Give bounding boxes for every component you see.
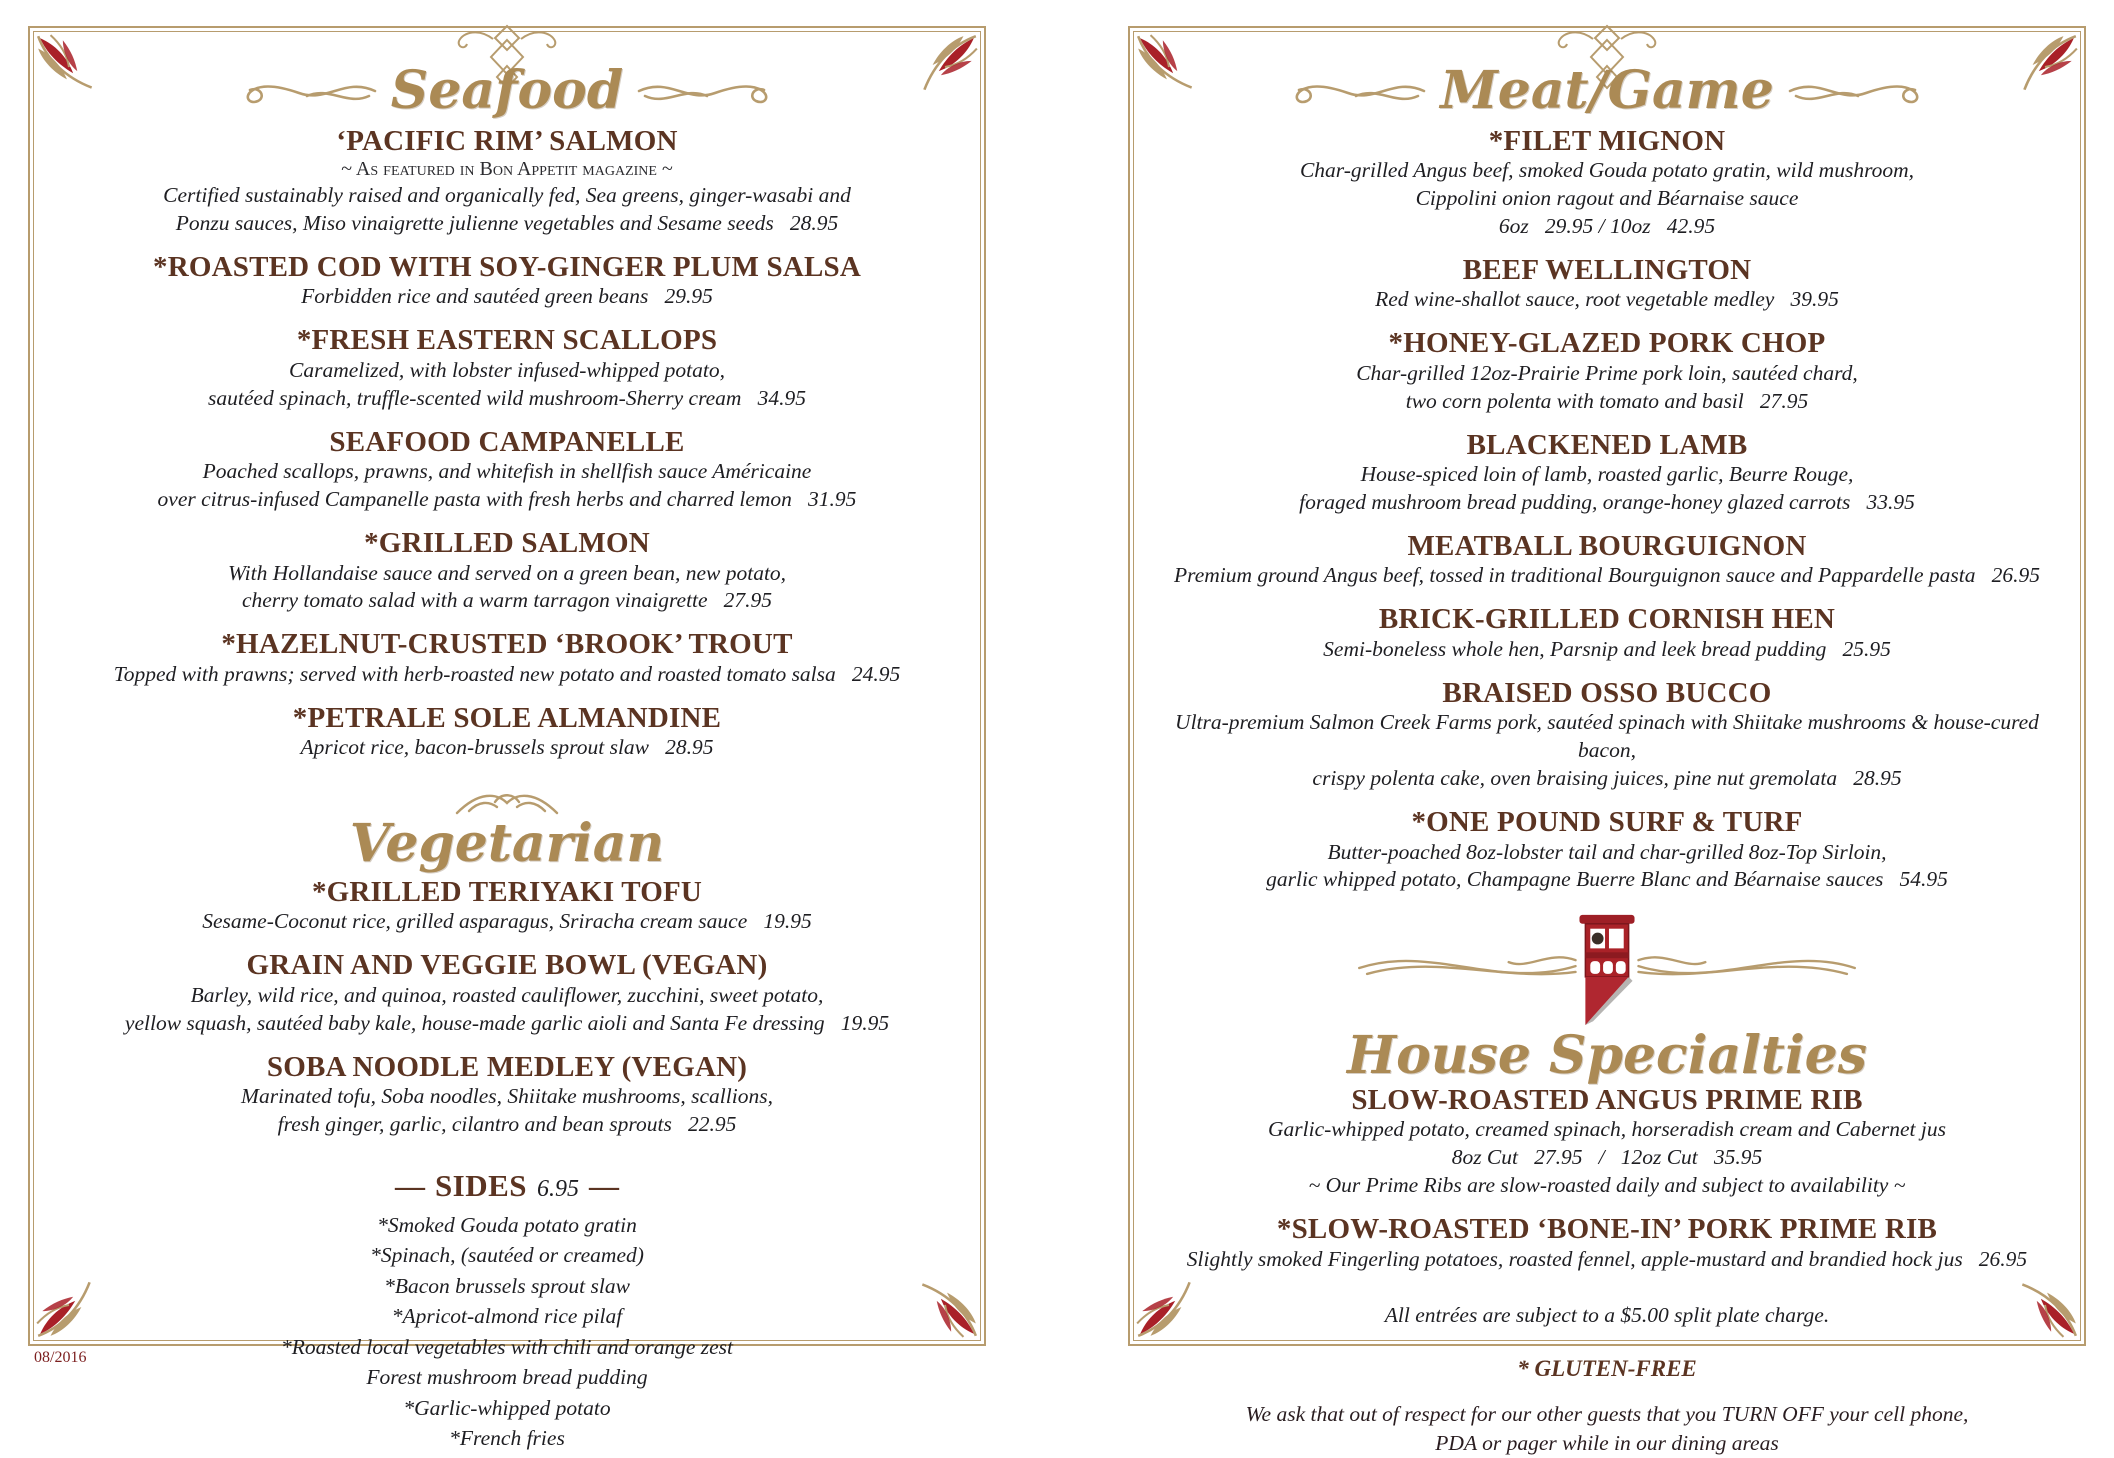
dish-name: *GRILLED TERIYAKI TOFU — [311, 875, 703, 908]
dish-desc-line: Poached scallops, prawns, and whitefish in shellfish sauce Américaine — [202, 459, 812, 484]
dish-subtitle: ~ As featured in Bon Appetit magazine ~ — [341, 158, 673, 181]
dish-desc-line: over citrus-infused Campanelle pasta with fresh herbs and charred lemon 31.95 — [157, 487, 857, 512]
dish-desc-line: Premium ground Angus beef, tossed in traditional Bourguignon sauce and Pappardelle pasta 26.95 — [1174, 563, 2040, 588]
menu-item — [1375, 254, 1839, 314]
menu-item — [153, 251, 861, 311]
dish-desc-line: cherry tomato salad with a warm tarragon vinaigrette 27.95 — [241, 588, 773, 613]
section-heading-house-specialties — [1346, 911, 1868, 1087]
menu-item — [1187, 1213, 2027, 1273]
dish-name: SOBA NOODLE MEDLEY (VEGAN) — [266, 1050, 748, 1083]
menu-page-left — [28, 26, 986, 1451]
dish-desc-line: Butter-poached 8oz-lobster tail and char-grilled 8oz-Top Sirloin, — [1327, 839, 1887, 864]
menu-item — [1356, 327, 1858, 415]
menu-item — [228, 527, 786, 615]
section-title: Seafood — [390, 60, 624, 121]
menu-item — [208, 324, 806, 412]
dish-name: MEATBALL BOURGUIGNON — [1407, 529, 1807, 562]
dish-desc-line: two corn polenta with tomato and basil 27.95 — [1405, 388, 1809, 413]
sides-dash: — — [589, 1169, 620, 1203]
dish-desc-line: Cippolini onion ragout and Béarnaise sauce — [1415, 186, 1799, 210]
dish-name: BRAISED OSSO BUCCO — [1442, 676, 1772, 709]
gluten-free-note: * GLUTEN-FREE — [1517, 1355, 1697, 1381]
dish-desc-line: Slightly smoked Fingerling potatoes, roasted fennel, apple-mustard and brandied hock jus 26.95 — [1186, 1246, 2028, 1271]
menu-item — [1268, 1084, 1946, 1200]
menu-item — [125, 949, 889, 1037]
side-item: *Apricot-almond rice pilaf — [391, 1304, 623, 1329]
sides-heading — [395, 1168, 619, 1204]
dish-desc-line: sautéed spinach, truffle-scented wild mushroom-Sherry cream 34.95 — [208, 385, 806, 410]
dish-desc-line: Ponzu sauces, Miso vinaigrette julienne vegetables and Sesame seeds 28.95 — [175, 211, 839, 235]
dish-name: BEEF WELLINGTON — [1462, 253, 1752, 286]
menu-item — [1174, 530, 2040, 590]
menu-item — [114, 628, 901, 688]
right-page-content — [1130, 28, 2084, 1455]
menu-item — [1266, 806, 1948, 894]
dish-desc-line: Char-grilled 12oz-Prairie Prime pork loin, sautéed chard, — [1356, 360, 1858, 385]
side-item: *Bacon brussels sprout slaw — [384, 1273, 630, 1298]
dish-desc-line: Apricot rice, bacon-brussels sprout slaw 28.95 — [300, 735, 714, 760]
dish-name: *HAZELNUT-CRUSTED ‘BROOK’ TROUT — [221, 628, 793, 661]
dish-desc-line: House-spiced loin of lamb, roasted garlic, Beurre Rouge, — [1360, 462, 1854, 487]
section-heading-vegetarian — [349, 789, 665, 875]
dish-name: GRAIN AND VEGGIE BOWL (VEGAN) — [246, 949, 768, 982]
dish-name: *GRILLED SALMON — [364, 527, 650, 560]
dish-name: BLACKENED LAMB — [1466, 428, 1748, 461]
header-flourish-icon — [237, 73, 377, 109]
edition-date: 08/2016 — [34, 1349, 87, 1366]
courtesy-note-line: We ask that out of respect for our other guests that you TURN OFF your cell phone, — [1245, 1401, 1969, 1426]
section-heading-seafood — [237, 60, 777, 121]
header-flourish-icon — [1286, 73, 1426, 109]
side-item: *Garlic-whipped potato — [403, 1395, 611, 1420]
dish-desc-line: Ultra-premium Salmon Creek Farms pork, sautéed spinach with Shiitake mushrooms & house-cured bacon, — [1175, 710, 2045, 763]
section-heading-meat-game — [1286, 60, 1928, 121]
dish-name: SLOW-ROASTED ANGUS PRIME RIB — [1351, 1084, 1863, 1116]
dish-price-line: 8oz Cut 27.95 / 12oz Cut 35.95 — [1451, 1145, 1763, 1170]
side-item: *French fries — [449, 1426, 565, 1451]
menu-item — [241, 1051, 773, 1139]
dish-desc-line: Char-grilled Angus beef, smoked Gouda potato gratin, wild mushroom, — [1299, 158, 1915, 183]
dish-desc-line: crispy polenta cake, oven braising juices, pine nut gremolata 28.95 — [1312, 766, 1902, 791]
menu-item — [1323, 603, 1891, 663]
dish-name: *ONE POUND SURF & TURF — [1411, 806, 1803, 839]
dish-desc-line: Sesame-Coconut rice, grilled asparagus, Sriracha cream sauce 19.95 — [202, 909, 812, 934]
dish-note-line: ~ Our Prime Ribs are slow-roasted daily and subject to availability ~ — [1308, 1173, 1906, 1198]
header-flourish-icon — [1788, 73, 1928, 109]
dish-desc-line: Marinated tofu, Soba noodles, Shiitake mushrooms, scallions, — [241, 1084, 773, 1108]
menu-item — [293, 702, 721, 762]
dish-name: *HONEY-GLAZED PORK CHOP — [1388, 327, 1826, 360]
dish-name: *SLOW-ROASTED ‘BONE-IN’ PORK PRIME RIB — [1276, 1213, 1938, 1246]
side-item: *Smoked Gouda potato gratin — [377, 1212, 637, 1237]
menu-item — [163, 125, 851, 238]
menu-item — [1156, 677, 2058, 793]
dish-name: ‘PACIFIC RIM’ SALMON — [336, 124, 678, 157]
dish-desc-line: Garlic-whipped potato, creamed spinach, horseradish cream and Cabernet jus — [1268, 1117, 1946, 1142]
dish-desc-line: Forbidden rice and sautéed green beans 29.95 — [301, 284, 713, 309]
menu-item — [158, 426, 857, 514]
dish-desc-line: Caramelized, with lobster infused-whipped potato, — [289, 357, 725, 382]
cable-car-icon — [1347, 911, 1867, 1029]
dish-desc-line: Red wine-shallot sauce, root vegetable medley 39.95 — [1375, 287, 1839, 312]
side-item: Forest mushroom bread pudding — [366, 1365, 648, 1390]
menu-item — [202, 876, 812, 936]
dish-desc-line: foraged mushroom bread pudding, orange-honey glazed carrots 33.95 — [1299, 490, 1915, 515]
section-title: Meat/Game — [1440, 60, 1774, 121]
dish-name: *FRESH EASTERN SCALLOPS — [296, 324, 718, 357]
dish-desc-line: garlic whipped potato, Champagne Buerre Blanc and Béarnaise sauces 54.95 — [1266, 867, 1948, 892]
courtesy-note-line: PDA or pager while in our dining areas — [1435, 1430, 1779, 1455]
menu-item — [1300, 125, 1914, 241]
section-title: Vegetarian — [349, 813, 665, 875]
dish-desc-line: Certified sustainably raised and organically fed, Sea greens, ginger-wasabi and — [163, 183, 851, 208]
sides-dash: — — [394, 1169, 425, 1203]
dish-desc-line: Topped with prawns; served with herb-roasted new potato and roasted tomato salsa 24.95 — [113, 661, 901, 686]
section-title: House Specialties — [1346, 1025, 1868, 1087]
sides-title: SIDES — [434, 1167, 528, 1203]
menu-item — [1299, 429, 1915, 517]
dish-name: *PETRALE SOLE ALMANDINE — [292, 701, 722, 734]
side-item: *Spinach, (sautéed or creamed) — [370, 1243, 644, 1268]
dish-name: *FILET MIGNON — [1488, 124, 1726, 157]
menu-page-right — [1128, 26, 2086, 1455]
dish-desc-line: With Hollandaise sauce and served on a green bean, new potato, — [227, 560, 787, 585]
dish-price-line: 6oz 29.95 / 10oz 42.95 — [1498, 213, 1716, 238]
dish-name: SEAFOOD CAMPANELLE — [329, 425, 685, 458]
dish-desc-line: Semi-boneless whole hen, Parsnip and leek bread pudding 25.95 — [1323, 636, 1891, 661]
dish-name: *ROASTED COD WITH SOY-GINGER PLUM SALSA — [153, 250, 861, 283]
dish-desc-line: yellow squash, sautéed baby kale, house-made garlic aioli and Santa Fe dressing 19.95 — [124, 1010, 890, 1035]
dish-name: BRICK-GRILLED CORNISH HEN — [1378, 603, 1836, 636]
sides-price: 6.95 — [537, 1175, 580, 1202]
header-flourish-icon — [637, 73, 777, 109]
split-plate-note: All entrées are subject to a $5.00 split plate charge. — [1384, 1302, 1830, 1327]
dish-desc-line: Barley, wild rice, and quinoa, roasted cauliflower, zucchini, sweet potato, — [190, 982, 824, 1007]
side-item: *Roasted local vegetables with chili and orange zest — [280, 1334, 734, 1359]
dish-desc-line: fresh ginger, garlic, cilantro and bean sprouts 22.95 — [277, 1111, 737, 1136]
